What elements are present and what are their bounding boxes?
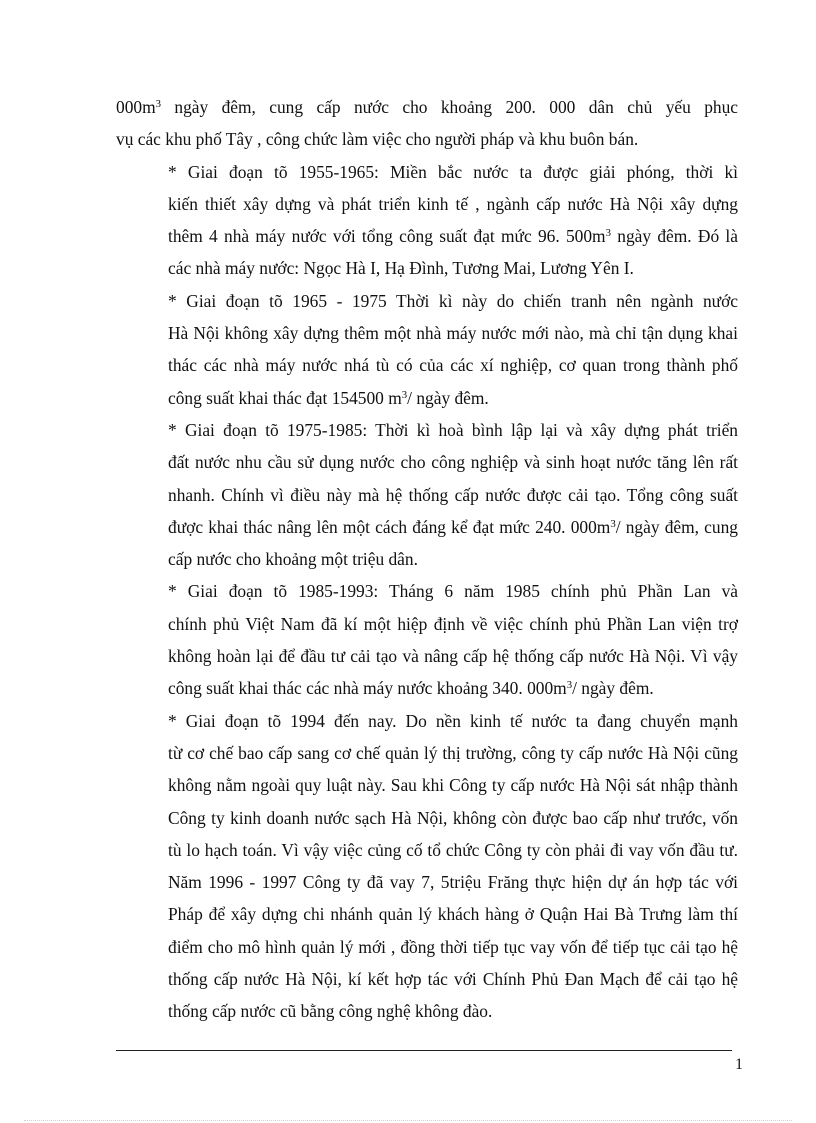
text-line xyxy=(116,317,738,349)
text-line xyxy=(116,479,738,511)
text-segment: chính phủ Việt Nam đã kí một hiệp định về việc chính phủ Phần Lan viện trợ xyxy=(168,613,738,634)
text-line xyxy=(116,737,738,769)
text-segment: các nhà máy nước: Ngọc Hà I, Hạ Đình, Tương Mai, Lương Yên I. xyxy=(168,258,634,279)
text-segment: * Giai đoạn tõ 1994 đến nay. Do nền kinh tế nước ta đang chuyển mạnh xyxy=(168,710,738,731)
text-segment: tù lo hạch toán. Vì vậy việc củng cố tổ chức Công ty còn phải đi vay vốn đầu tư. xyxy=(168,839,738,860)
text-segment: ngày đêm, cung cấp nước cho khoảng 200. 000 dân chủ yếu phục xyxy=(161,97,738,117)
text-line xyxy=(116,705,738,737)
paragraph xyxy=(116,156,738,285)
text-line xyxy=(116,91,738,123)
text-segment: * Giai đoạn tõ 1975-1985: Thời kì hoà bình lập lại và xây dựng phát triển xyxy=(168,419,738,440)
body-text xyxy=(116,91,738,1028)
text-line xyxy=(116,802,738,834)
superscript: 3 xyxy=(155,98,162,111)
text-line xyxy=(116,511,738,543)
paragraph xyxy=(116,91,738,156)
text-line xyxy=(116,252,738,284)
text-line xyxy=(116,672,738,704)
text-segment: * Giai đoạn tõ 1965 - 1975 Thời kì này do chiến tranh nên ngành nước xyxy=(168,290,738,311)
text-line xyxy=(116,866,738,898)
text-segment: 000m xyxy=(116,97,156,117)
text-line xyxy=(116,608,738,640)
text-segment: * Giai đoạn tõ 1985-1993: Tháng 6 năm 1985 chính phủ Phần Lan và xyxy=(168,581,738,602)
text-line xyxy=(116,769,738,801)
text-segment: nhanh. Chính vì điều này mà hệ thống cấp nước được cải tạo. Tổng công suất xyxy=(168,484,738,505)
superscript: 3 xyxy=(605,227,611,240)
page-bottom-edge xyxy=(24,1120,792,1121)
text-segment: được khai thác nâng lên một cách đáng kể đạt mức 240. 000m xyxy=(168,516,611,537)
text-line xyxy=(116,123,738,155)
text-line xyxy=(116,995,738,1027)
text-segment: Công ty kinh doanh nước sạch Hà Nội, không còn được bao cấp như trước, vốn xyxy=(168,807,738,828)
text-segment: Pháp để xây dựng chi nhánh quản lý khách hàng ở Quận Hai Bà Trưng làm thí xyxy=(168,904,738,925)
text-line xyxy=(116,640,738,672)
text-segment: điểm cho mô hình quản lý mới , đồng thời tiếp tục vay vốn để tiếp tục cải tạo hệ xyxy=(168,936,738,957)
text-segment: / ngày đêm. xyxy=(407,387,489,408)
text-line xyxy=(116,963,738,995)
text-line xyxy=(116,898,738,930)
superscript: 3 xyxy=(401,388,408,401)
text-segment: không nằm ngoài quy luật này. Sau khi Công ty cấp nước Hà Nội sát nhập thành xyxy=(168,775,738,796)
text-line xyxy=(116,382,738,414)
text-line xyxy=(116,543,738,575)
text-segment: * Giai đoạn tõ 1955-1965: Miền bắc nước ta được giải phóng, thời kì xyxy=(168,161,738,182)
page-number: 1 xyxy=(735,1056,743,1073)
text-segment: thống cấp nước cũ bằng công nghệ không đào. xyxy=(168,1001,493,1022)
text-line xyxy=(116,220,738,252)
text-line xyxy=(116,575,738,607)
text-segment: / ngày đêm. xyxy=(572,678,654,699)
text-segment: thống cấp nước Hà Nội, kí kết hợp tác với Chính Phủ Đan Mạch để cải tạo hệ xyxy=(168,969,738,990)
footer-rule xyxy=(116,1050,732,1051)
text-segment: vụ các khu phố Tây , công chức làm việc cho người pháp và khu buôn bán. xyxy=(116,129,639,150)
text-segment: Năm 1996 - 1997 Công ty đã vay 7, 5triệu Frăng thực hiện dự án hợp tác với xyxy=(168,872,738,893)
text-line xyxy=(116,931,738,963)
superscript: 3 xyxy=(610,517,616,530)
paragraph xyxy=(116,414,738,575)
superscript: 3 xyxy=(566,679,573,692)
paragraph xyxy=(116,705,738,1028)
text-line xyxy=(116,834,738,866)
text-line xyxy=(116,414,738,446)
text-line xyxy=(116,349,738,381)
text-segment: từ cơ chế bao cấp sang cơ chế quản lý thị trường, công ty cấp nước Hà Nội cũng xyxy=(168,742,738,763)
paragraph xyxy=(116,575,738,704)
text-line xyxy=(116,156,738,188)
text-segment: cấp nước cho khoảng một triệu dân. xyxy=(168,549,418,570)
text-segment: công suất khai thác các nhà máy nước khoảng 340. 000m xyxy=(168,678,567,699)
text-line xyxy=(116,285,738,317)
text-segment: công suất khai thác đạt 154500 m xyxy=(168,387,402,408)
text-segment: đất nước nhu cầu sử dụng nước cho công nghiệp và sinh hoạt nước tăng lên rất xyxy=(168,452,738,473)
text-segment: Hà Nội không xây dựng thêm một nhà máy nước mới nào, mà chỉ tận dụng khai xyxy=(168,323,738,344)
text-segment: / ngày đêm, cung xyxy=(615,516,738,537)
text-segment: thác các nhà máy nước nhá tù có của các xí nghiệp, cơ quan trong thành phố xyxy=(168,355,738,376)
text-segment: ngày đêm. Đó là xyxy=(610,226,738,247)
text-segment: kiến thiết xây dựng và phát triển kinh tế , ngành cấp nước Hà Nội xây dựng xyxy=(168,193,738,214)
text-line xyxy=(116,446,738,478)
text-segment: thêm 4 nhà máy nước với tổng công suất đạt mức 96. 500m xyxy=(168,226,606,247)
paragraph xyxy=(116,285,738,414)
text-segment: không hoàn lại để đầu tư cải tạo và nâng cấp hệ thống cấp nước Hà Nội. Vì vậy xyxy=(168,646,738,667)
text-line xyxy=(116,188,738,220)
